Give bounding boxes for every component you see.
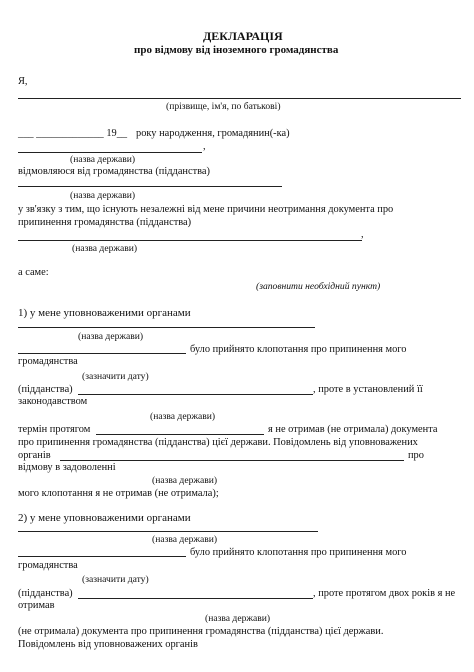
p2-petition-text: було прийнято клопотання про припинення мого	[190, 547, 407, 558]
p1-end-text: мого клопотання я не отримав (не отримала);	[18, 488, 219, 499]
p1-date-line[interactable]	[18, 353, 186, 354]
p1-state-line[interactable]	[18, 327, 315, 328]
p2-citizenship-text: громадянства	[18, 560, 78, 571]
p2-received-text: отримав	[18, 600, 55, 611]
p1-subject-text: (підданства)	[18, 384, 73, 395]
p1-term-text: термін протягом	[18, 424, 91, 435]
document-title: ДЕКЛАРАЦІЯ	[203, 29, 283, 43]
hint-state-2: (назва держави)	[70, 190, 136, 201]
p1-refusal-text: відмову в задоволенні	[18, 462, 116, 473]
comma-1: ,	[203, 141, 206, 152]
p1-about-text: про	[408, 450, 424, 461]
p1-despite-text: , проте в установлений її	[313, 384, 423, 395]
p2-heading: 2) у мене уповноваженими органами	[18, 512, 191, 524]
p1-hint-state: (назва держави)	[78, 331, 144, 342]
p1-state-line-2[interactable]	[78, 394, 313, 395]
document-subtitle: про відмову від іноземного громадянства	[134, 44, 339, 56]
renounce-text: відмовляюся від громадянства (підданства)	[18, 166, 210, 177]
p2-doc-text: (не отримала) документа про припинення громадянства (підданства) цієї держави.	[18, 626, 384, 637]
p1-term-line[interactable]	[96, 434, 264, 435]
p1-hint-state-2: (назва держави)	[150, 411, 216, 422]
p1-hint-date: (зазначити дату)	[82, 371, 149, 382]
p1-petition-text: було прийнято клопотання про припинення мого	[190, 344, 407, 355]
p1-doc-text: про припинення громадянства (підданства) цієї держави. Повідомлень від уповноважених	[18, 437, 418, 448]
p1-organs-line[interactable]	[60, 460, 404, 461]
p1-hint-state-3: (назва держави)	[152, 475, 218, 486]
state-line-2[interactable]	[18, 186, 282, 187]
p1-organs-text: органів	[18, 450, 51, 461]
p2-subject-text: (підданства)	[18, 588, 73, 599]
namely-text: а саме:	[18, 267, 49, 278]
p1-heading: 1) у мене уповноваженими органами	[18, 307, 191, 319]
hint-state-3: (назва держави)	[72, 243, 138, 254]
reason-line-2: припинення громадянства (підданства)	[18, 217, 192, 228]
birth-citizen-text: року народження, громадянин(-ка)	[136, 128, 290, 139]
p1-not-received-text: я не отримав (не отримала) документа	[268, 424, 438, 435]
state-line-3[interactable]	[18, 240, 362, 241]
p2-hint-date: (зазначити дату)	[82, 574, 149, 585]
comma-2: ,	[361, 229, 364, 240]
i-am-label: Я,	[18, 76, 28, 87]
p2-hint-state-2: (назва держави)	[205, 613, 271, 624]
birth-date-field[interactable]: ___ _____________ 19__	[18, 128, 128, 139]
hint-full-name: (прізвище, ім'я, по батькові)	[166, 101, 281, 112]
p2-despite-text: , проте протягом двох років я не	[313, 588, 456, 599]
fill-required-hint: (заповнити необхідний пункт)	[256, 281, 381, 292]
p2-state-line-2[interactable]	[78, 598, 313, 599]
p1-law-text: законодавством	[18, 396, 88, 407]
reason-line-1: у зв'язку з тим, що існують незалежні від мене причини неотримання документа про	[18, 204, 394, 215]
p2-hint-state: (назва держави)	[152, 534, 218, 545]
p2-notices-text: Повідомлень від уповноважених органів	[18, 639, 198, 650]
hint-state-1: (назва держави)	[70, 154, 136, 165]
state-line-1[interactable]	[18, 152, 202, 153]
name-line[interactable]	[18, 98, 461, 99]
p2-state-line[interactable]	[18, 531, 318, 532]
p1-citizenship-text: громадянства	[18, 356, 78, 367]
p2-date-line[interactable]	[18, 556, 186, 557]
